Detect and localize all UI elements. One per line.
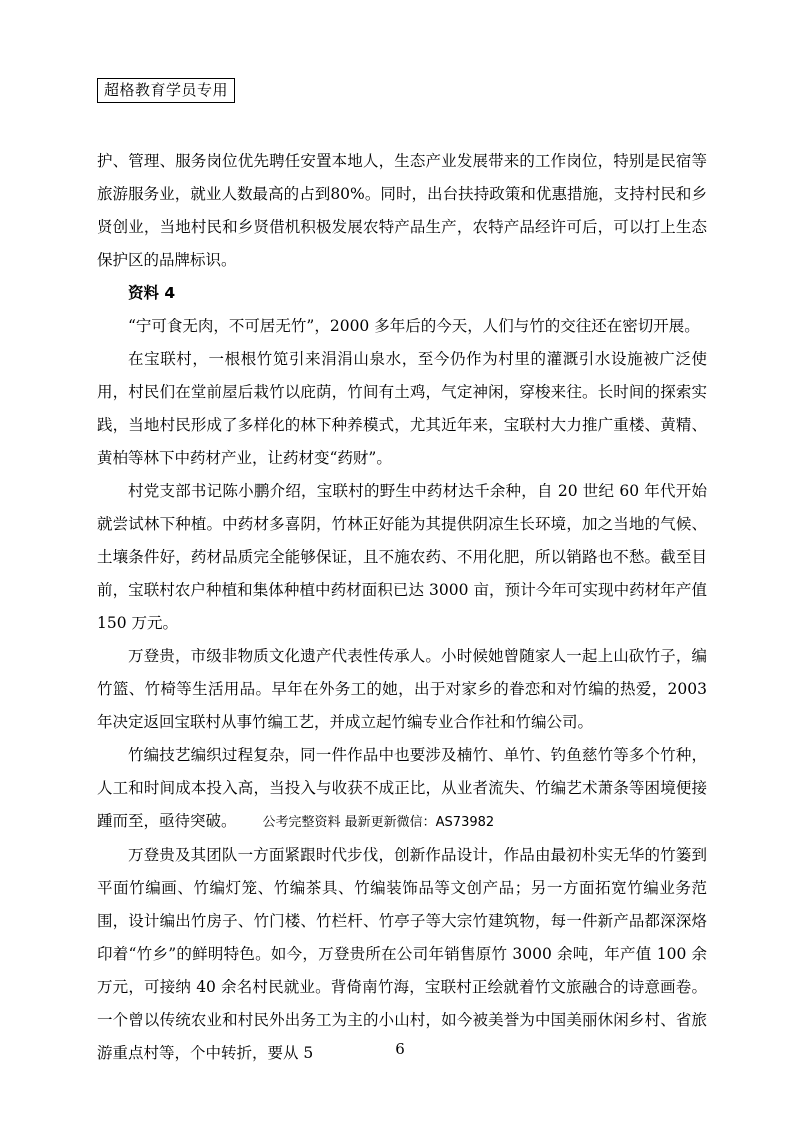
document-body: [97, 145, 707, 1070]
paragraph-5-text: 竹编技艺编织过程复杂，同一件作品中也要涉及楠竹、单竹、钓鱼慈竹等多个竹种，人工和时间成本投入高，当投入与收获不成正比，从业者流失、竹编艺术萧条等困境便接踵而至，亟待突破。: [97, 746, 707, 830]
page-number: 6: [395, 1040, 405, 1058]
paragraph-1: “宁可食无肉，不可居无竹”，2000 多年后的今天，人们与竹的交往还在密切开展。: [128, 317, 700, 335]
section-heading: 资料 4: [128, 284, 176, 302]
paragraph-5: [97, 739, 707, 839]
paragraph-6: 万登贵及其团队一方面紧跟时代步伐，创新作品设计，作品由最初朴实无华的竹篓到平面竹编画、竹编灯笼、竹编茶具、竹编装饰品等文创产品；另一方面拓宽竹编业务范围，设计编出竹房子、竹门楼、竹栏杆、竹亭子等大宗竹建筑物，每一件新产品都深深烙印着“竹乡”的鲜明特色。如今，万登贵所在公司年销售原竹 3000 余吨，年产值 100 余万元，可接纳 40 余名村民就业。背倚南竹海，宝联村正绘就着竹文旅融合的诗意画卷。一个曾以传统农业和村民外出务工为主的小山村，如今被美誉为中国美丽休闲乡村、省旅游重点村等，个中转折，要从 5: [97, 846, 707, 1062]
paragraph-2: 在宝联村，一根根竹笕引来涓涓山泉水，至今仍作为村里的灌溉引水设施被广泛使用，村民们在堂前屋后栽竹以庇荫，竹间有土鸡，气定神闲，穿梭来往。长时间的探索实践，当地村民形成了多样化的林下种养模式，尤其近年来，宝联村大力推广重楼、黄精、黄柏等林下中药材产业，让药材变“药财”。: [97, 350, 707, 467]
watermark-notice: 公考完整资料 最新更新微信：AS73982: [262, 815, 495, 830]
header-stamp: 超格教育学员专用: [97, 78, 235, 103]
paragraph-continued: 护、管理、服务岗位优先聘任安置本地人，生态产业发展带来的工作岗位，特别是民宿等旅游服务业，就业人数最高的占到80%。同时，出台扶持政策和优惠措施，支持村民和乡贤创业，当地村民和乡贤借机积极发展农特产品生产，农特产品经许可后，可以打上生态保护区的品牌标识。: [97, 152, 707, 269]
paragraph-3: 村党支部书记陈小鹏介绍，宝联村的野生中药材达千余种，自 20 世纪 60 年代开始就尝试林下种植。中药材多喜阴，竹林正好能为其提供阴凉生长环境，加之当地的气候、土壤条件好，药材品质完全能够保证，且不施农药、不用化肥，所以销路也不愁。截至目前，宝联村农户种植和集体种植中药材面积已达 3000 亩，预计今年可实现中药材年产值 150 万元。: [97, 482, 707, 632]
paragraph-4: 万登贵，市级非物质文化遗产代表性传承人。小时候她曾随家人一起上山砍竹子，编竹篮、竹椅等生活用品。早年在外务工的她，出于对家乡的眷恋和对竹编的热爱，2003 年决定返回宝联村从事竹编工艺，并成立起竹编专业合作社和竹编公司。: [97, 647, 707, 731]
